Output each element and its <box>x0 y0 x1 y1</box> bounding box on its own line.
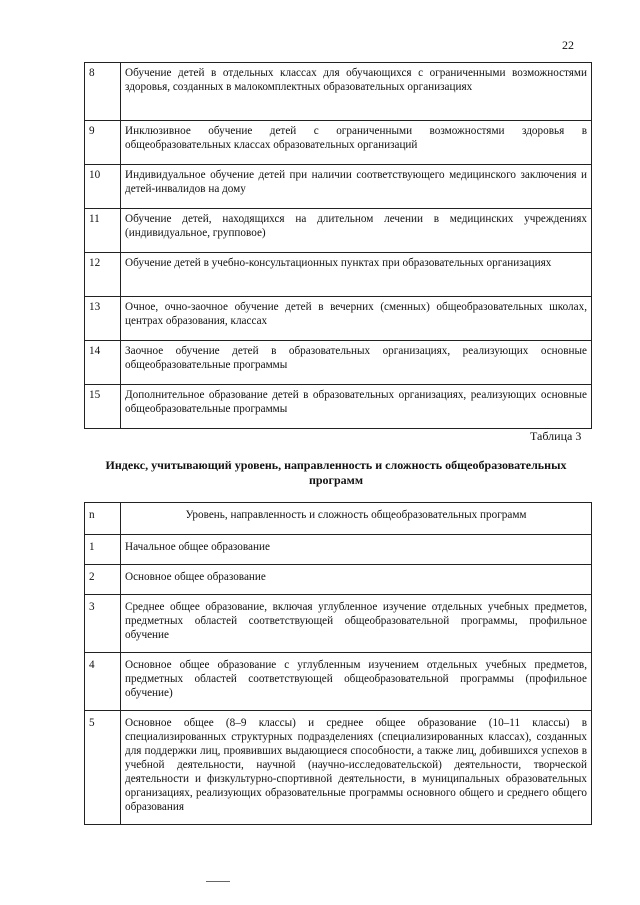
row-number: 2 <box>85 565 121 595</box>
row-text: Основное общее (8–9 классы) и среднее общее образование (10–11 классы) в специализированных структурных подразделениях (специализированных классах), созданных для поддержки лиц, проявивших выдающиеся способности, а также лиц, добившихся успехов в учебной деятельности, научной (научно-исследовательской) деятельности, творческой деятельности и физкультурно-спортивной деятельности, в муниципальных образовательных организациях, реализующих образовательные программы основного общего и среднего общего образования <box>121 711 592 825</box>
table-row <box>85 711 592 825</box>
table-row <box>85 165 592 209</box>
header-number: n <box>85 503 121 535</box>
row-text: Индивидуальное обучение детей при наличии соответствующего медицинского заключения и детей-инвалидов на дому <box>121 165 592 209</box>
row-text: Дополнительное образование детей в образовательных организациях, реализующих основные общеобразовательные программы <box>121 385 592 429</box>
row-number: 3 <box>85 595 121 653</box>
row-number: 5 <box>85 711 121 825</box>
education-forms-table <box>84 62 592 429</box>
table-row <box>85 535 592 565</box>
row-number: 10 <box>85 165 121 209</box>
row-text: Обучение детей в отдельных классах для обучающихся с ограниченными возможностями здоровья, созданных в малокомплектных образовательных организациях <box>121 63 592 121</box>
row-number: 12 <box>85 253 121 297</box>
row-text: Основное общее образование с углубленным изучением отдельных учебных предметов, предметных областей соответствующей общеобразовательной программы (профильное обучение) <box>121 653 592 711</box>
page-number: 22 <box>562 38 574 52</box>
header-text: Уровень, направленность и сложность общеобразовательных программ <box>121 503 592 535</box>
row-number: 14 <box>85 341 121 385</box>
row-number: 1 <box>85 535 121 565</box>
table-row <box>85 595 592 653</box>
table-caption: Таблица 3 <box>530 429 582 443</box>
row-text: Обучение детей, находящихся на длительном лечении в медицинских учреждениях (индивидуальное, групповое) <box>121 209 592 253</box>
row-number: 4 <box>85 653 121 711</box>
table-header-row <box>85 503 592 535</box>
table-row <box>85 121 592 165</box>
row-number: 11 <box>85 209 121 253</box>
table-row <box>85 565 592 595</box>
row-text: Среднее общее образование, включая углубленное изучение отдельных учебных предметов, предметных областей соответствующей общеобразовательной программы, профильное обучение <box>121 595 592 653</box>
table-row <box>85 385 592 429</box>
table-row <box>85 63 592 121</box>
row-text: Начальное общее образование <box>121 535 592 565</box>
row-text: Очное, очно-заочное обучение детей в вечерних (сменных) общеобразовательных школах, центрах образования, классах <box>121 297 592 341</box>
table-row <box>85 297 592 341</box>
table-title: Индекс, учитывающий уровень, направленность и сложность общеобразовательных программ <box>105 458 567 487</box>
program-level-table <box>84 502 592 825</box>
row-number: 13 <box>85 297 121 341</box>
row-text: Заочное обучение детей в образовательных организациях, реализующих основные общеобразовательные программы <box>121 341 592 385</box>
table-row <box>85 653 592 711</box>
row-number: 9 <box>85 121 121 165</box>
row-text: Обучение детей в учебно-консультационных пунктах при образовательных организациях <box>121 253 592 297</box>
footer-divider <box>206 881 230 882</box>
row-number: 8 <box>85 63 121 121</box>
row-text: Основное общее образование <box>121 565 592 595</box>
row-text: Инклюзивное обучение детей с ограниченными возможностями здоровья в общеобразовательных классах образовательных организаций <box>121 121 592 165</box>
row-number: 15 <box>85 385 121 429</box>
table-row <box>85 341 592 385</box>
table-row <box>85 209 592 253</box>
table-row <box>85 253 592 297</box>
